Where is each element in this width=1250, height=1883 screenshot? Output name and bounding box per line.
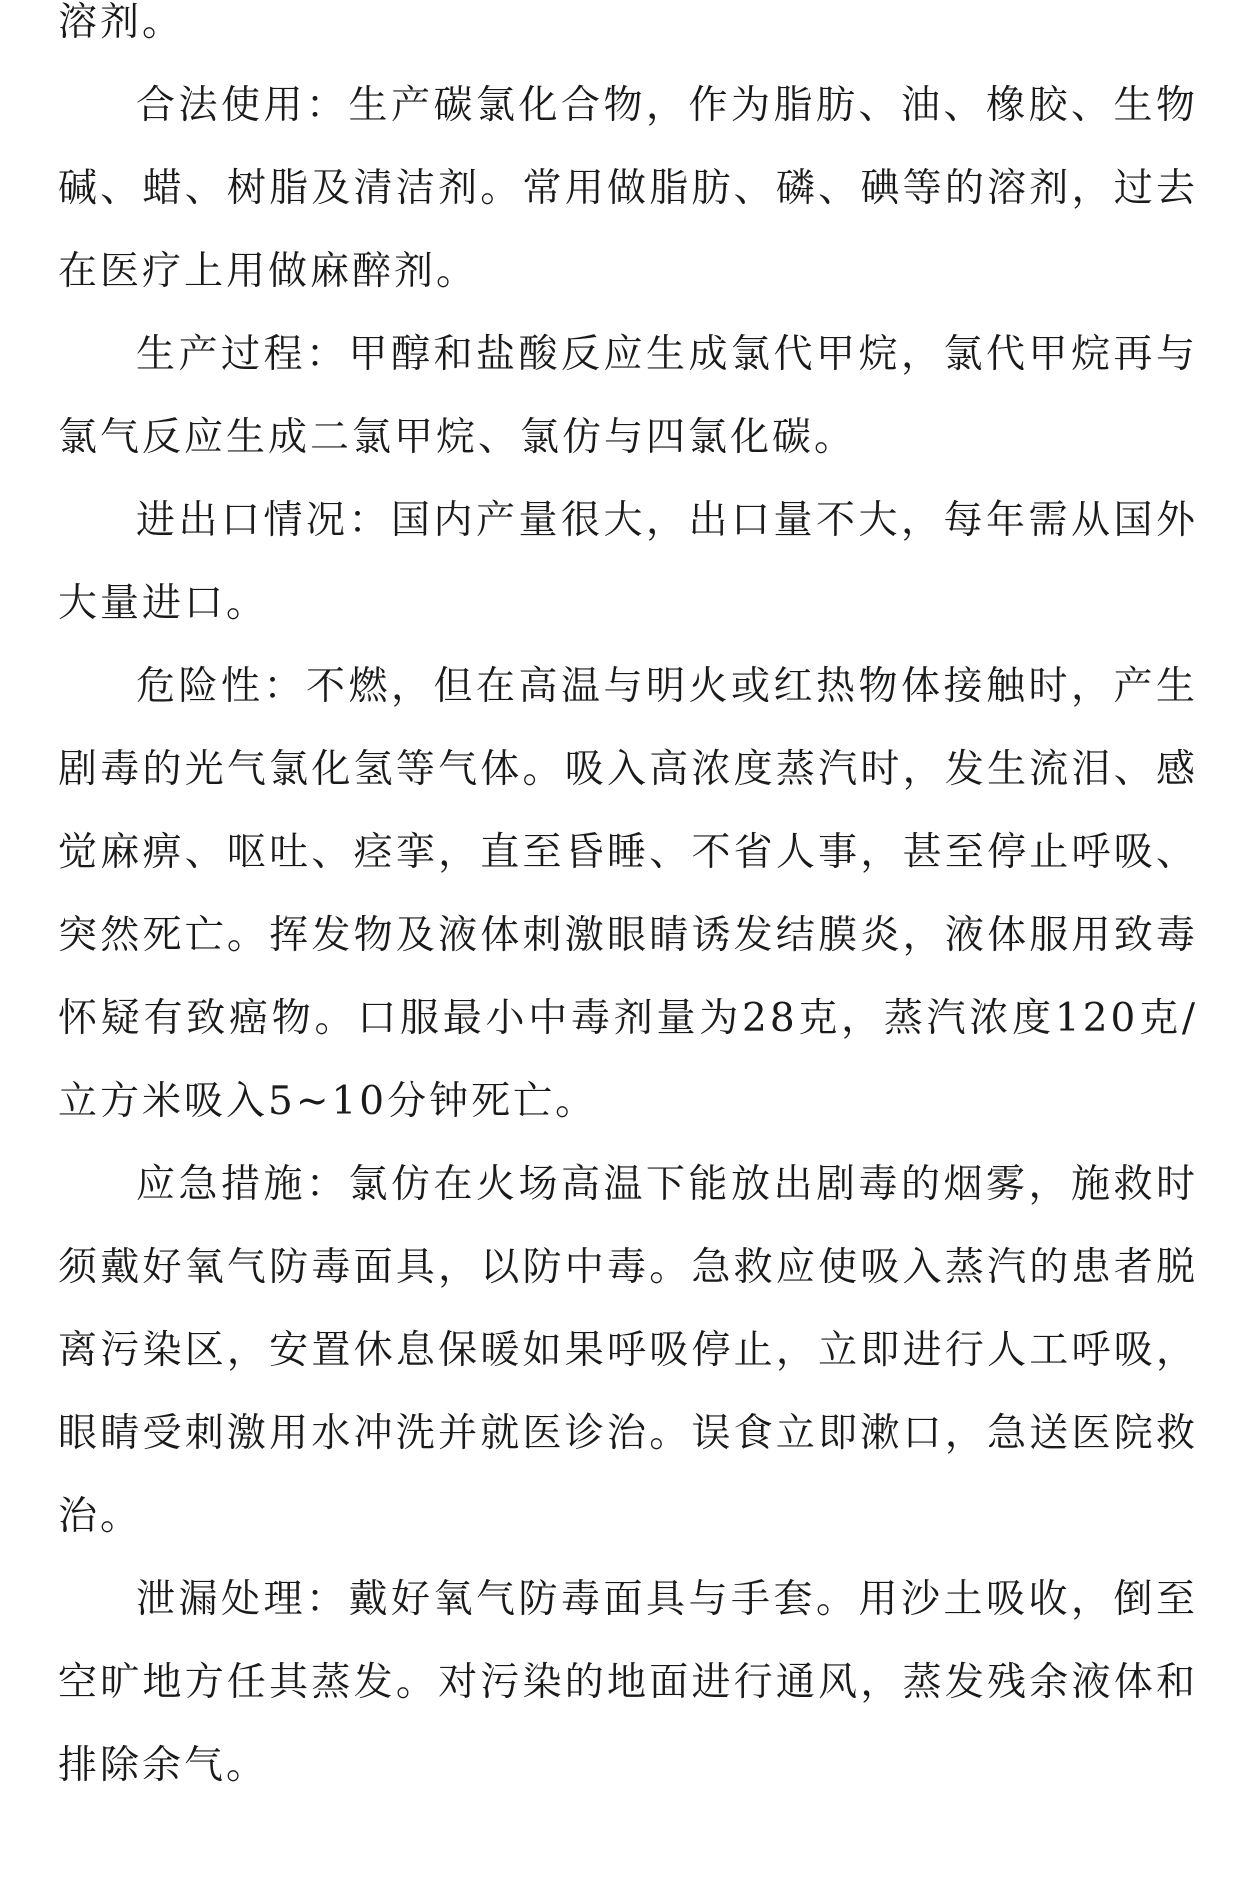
paragraph-continuation: 溶剂。: [58, 0, 185, 45]
paragraph-leak-handling: 泄漏处理：戴好氧气防毒面具与手套。用沙土吸收，倒至空旷地方任其蒸发。对污染的地面进行通风，蒸发残余液体和排除余气。: [58, 1577, 1198, 1788]
paragraph-hazard: 危险性：不燃，但在高温与明火或红热物体接触时，产生剧毒的光气氯化氢等气体。吸入高浓度蒸汽时，发生流泪、感觉麻痹、呕吐、痉挛，直至昏睡、不省人事，甚至停止呼吸、突然死亡。挥发物及液体刺激眼睛诱发结膜炎，液体服用致毒怀疑有致癌物。口服最小中毒剂量为28克，蒸汽浓度120克/立方米吸入5~10分钟死亡。: [58, 664, 1198, 1124]
paragraph-legal-use: 合法使用：生产碳氯化合物，作为脂肪、油、橡胶、生物碱、蜡、树脂及清洁剂。常用做脂肪、磷、碘等的溶剂，过去在医疗上用做麻醉剂。: [58, 83, 1198, 294]
paragraph-import-export: 进出口情况：国内产量很大，出口量不大，每年需从国外大量进口。: [58, 498, 1198, 626]
paragraph-production-process: 生产过程：甲醇和盐酸反应生成氯代甲烷，氯代甲烷再与氯气反应生成二氯甲烷、氯仿与四氯化碳。: [58, 332, 1198, 460]
document-page: [58, 0, 1198, 1807]
paragraph-emergency-measures: 应急措施：氯仿在火场高温下能放出剧毒的烟雾，施救时须戴好氧气防毒面具，以防中毒。急救应使吸入蒸汽的患者脱离污染区，安置休息保暖如果呼吸停止，立即进行人工呼吸，眼睛受刺激用水冲洗并就医诊治。误食立即漱口，急送医院救治。: [58, 1162, 1198, 1539]
